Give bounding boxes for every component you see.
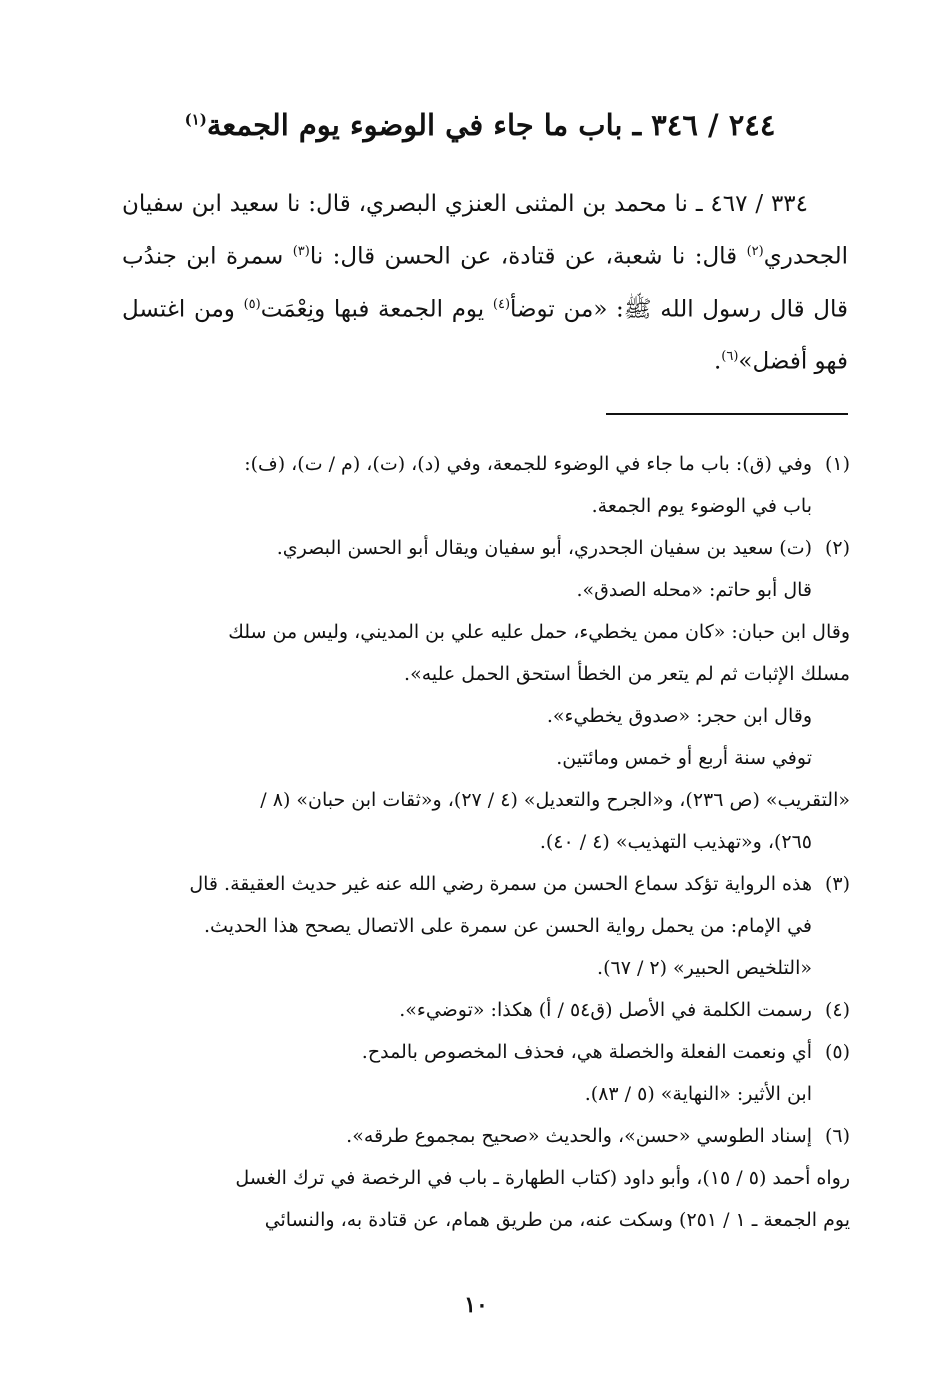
footnote-line: ٢٦٥)، و«تهذيب التهذيب» (٤ / ٤٠). (539, 831, 812, 853)
footnote-2 (125, 527, 850, 611)
footnote-number: (٦) (824, 1125, 850, 1147)
footnote-line: وفي (ق): باب ما جاء في الوضوء للجمعة، وفي (د)، (ت)، (م / ت)، (ف): (244, 453, 812, 475)
hadith-isnad-3: سمرة ابن جندُب قال قال رسول الله ﷺ: «من توضأ (122, 243, 848, 323)
footnote-line: وقال ابن حجر: «صدوق يخطيء». (546, 705, 812, 727)
hadith-text (122, 180, 848, 386)
footnote-number: (٤) (824, 999, 850, 1021)
footnote-1 (125, 443, 850, 527)
footnote-5 (125, 1031, 850, 1115)
footnote-number: (٥) (824, 1041, 850, 1063)
footnote-2-continued (125, 695, 850, 779)
footnote-6-continued (125, 1157, 850, 1241)
footnote-ref-3: (٣) (292, 244, 310, 259)
hadith-end: . (713, 348, 722, 375)
footnote-number: (٣) (824, 873, 850, 895)
footnote-2-sources-end (125, 821, 850, 863)
footnote-6 (125, 1115, 850, 1157)
footnote-separator (606, 413, 848, 415)
footnote-2-continued (125, 611, 850, 695)
footnote-line: في الإمام: من يحمل رواية الحسن عن سمرة على الاتصال يصحح هذا الحديث. (204, 915, 812, 937)
footnote-line: هذه الرواية تؤكد سماع الحسن من سمرة رضي الله عنه غير حديث العقيقة. قال (189, 873, 812, 895)
footnote-line: ابن الأثير: «النهاية» (٥ / ٨٣). (584, 1083, 812, 1105)
hadith-matn-2: ومن اغتسل فهو أفضل» (122, 296, 848, 375)
footnote-line: إسناد الطوسي «حسن»، والحديث «صحيح بمجموع طرقه». (346, 1125, 812, 1147)
footnote-2-sources (125, 779, 850, 821)
footnotes (125, 443, 850, 1241)
footnote-line: «التقريب» (ص ٢٣٦)، و«الجرح والتعديل» (٤ / ٢٧)، و«ثقات ابن حبان» (٨ / (260, 789, 850, 811)
footnote-number: (١) (824, 453, 850, 475)
footnote-line: أي ونعمت الفعلة والخصلة هي، فحذف المخصوص بالمدح. (361, 1041, 812, 1063)
hadith-isnad-1: ٣٣٤ / ٤٦٧ ـ نا محمد بن المثنى العنزي البصري، قال: نا سعيد ابن سفيان الجحدري (122, 191, 848, 270)
chapter-heading (150, 108, 810, 142)
footnote-ref-2: (٢) (746, 244, 764, 259)
footnote-ref-5: (٥) (243, 296, 261, 312)
footnote-line: باب في الوضوء يوم الجمعة. (591, 495, 812, 517)
footnote-ref-4: (٤) (492, 296, 511, 312)
footnote-line: توفي سنة أربع أو خمس ومائتين. (556, 747, 812, 769)
footnote-ref-1: (١) (184, 110, 207, 129)
footnote-line: وقال ابن حبان: «كان ممن يخطيء، حمل عليه علي بن المديني، وليس من سلك (228, 621, 850, 643)
footnote-3 (125, 863, 850, 989)
footnote-4 (125, 989, 850, 1031)
hadith-isnad-2: قال: نا شعبة، عن قتادة، عن الحسن قال: نا (309, 243, 747, 270)
footnote-line: مسلك الإثبات ثم لم يتعر من الخطأ استحق الحمل عليه». (404, 663, 850, 685)
footnote-line: «التلخيص الحبير» (٢ / ٦٧). (597, 957, 812, 979)
footnote-ref-6: (٦) (721, 349, 739, 365)
chapter-heading-text: ٢٤٤ / ٣٤٦ ـ باب ما جاء في الوضوء يوم الجمعة (206, 108, 776, 142)
footnote-line: رواه أحمد (٥ / ١٥)، وأبو داود (كتاب الطهارة ـ باب في الرخصة في ترك الغسل (235, 1167, 850, 1189)
page-number: ١٠ (464, 1292, 488, 1318)
footnote-line: يوم الجمعة ـ ١ / ٢٥١) وسكت عنه، من طريق همام، عن قتادة به، والنسائي (264, 1209, 850, 1231)
hadith-matn-1: يوم الجمعة فبها ونِعْمَت (260, 296, 493, 323)
footnote-line: (ت) سعيد بن سفيان الجحدري، أبو سفيان ويقال أبو الحسن البصري. (276, 537, 812, 559)
footnote-line: قال أبو حاتم: «محله الصدق». (576, 579, 812, 601)
footnote-number: (٢) (824, 537, 850, 559)
footnote-line: رسمت الكلمة في الأصل (ق٥٤ / أ) هكذا: «توضيء». (399, 999, 812, 1021)
